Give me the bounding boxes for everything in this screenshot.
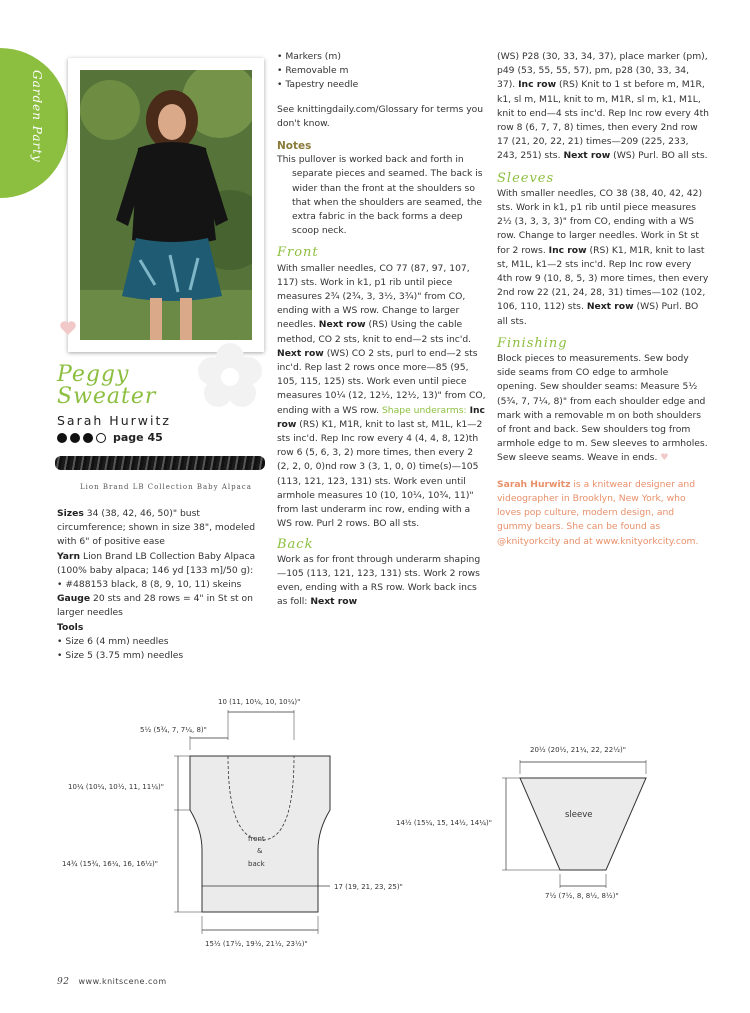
armhole-depth-label: 10¼ (10¼, 10½, 11, 11¼)" [68,783,164,791]
front-heading: Front [277,245,319,261]
site-url: www.knitscene.com [78,977,167,986]
difficulty-rating [57,431,163,444]
heart-icon [58,318,78,338]
page-reference: page 45 [113,431,163,444]
glossary-note: See knittingdaily.com/Glossary for terms you don't know. [277,103,484,129]
filled-dot-icon [70,433,80,443]
sleeve-schematic [520,778,646,870]
tool-item: • Size 5 (3.75 mm) needles [57,650,184,662]
designer-name: Sarah Hurwitz [57,413,171,428]
pattern-title: Peggy Sweater [57,362,157,409]
model-photo [68,58,264,352]
neck-width-label: 10 (11, 10¼, 10, 10¼)" [218,698,301,706]
shoulder-label: 5½ (5¾, 7, 7¼, 8)" [140,726,207,734]
flower-decoration [190,335,270,415]
tool-item: • Tapestry needle [277,79,359,91]
instructions-column-3 [497,50,709,549]
body-label-back: back [248,860,265,868]
instructions-column-2 [277,50,487,610]
designer-bio: Sarah Hurwitz is a knitwear designer and videographer in Brooklyn, New York, who loves pop culture, modern design, and gummy bears. She can be found as @knityorkcity and at www.knityorkcity.com. [497,478,699,547]
back-instructions-part2: (WS) P28 (30, 33, 34, 37), place marker (pm), p49 (53, 55, 55, 57), pm, p28 (30, 33, 34, 37). Inc row (RS) Knit to 1 st before m, M1R, k1, sl m, M1L, knit to m, M1R, sl m, k1, M1L, knit to end—4 sts inc'd. Rep Inc row every 4th row 8 (6, 7, 7, 8) times, then every 2nd row 17 (21, 20, 22, 21) times—209 (225, 233, 243, 251) sts. Next row (WS) Purl. BO all sts. [497,51,710,162]
sleeve-label: sleeve [565,810,593,820]
yarn-sample [55,456,265,470]
finishing-heading: Finishing [497,335,568,351]
sleeve-cuff-label: 7½ (7½, 8, 8½, 8½)" [545,892,619,900]
schematic-diagram [0,690,750,955]
tool-item: • Size 6 (4 mm) needles [57,635,169,647]
model-illustration [80,70,252,340]
hem-width-label: 17 (19, 21, 23, 25)" [334,883,403,891]
body-length-label: 14¾ (15¾, 16¼, 16, 16½)" [62,860,158,868]
sleeve-length-label: 14½ (15¼, 15, 14½, 14¼)" [396,819,492,827]
page-footer [57,977,167,987]
specs-column: Sizes 34 (38, 42, 46, 50)" bust circumference; shown in size 38", modeled with 6" of positive ease Yarn Lion Brand LB Collection Baby Alpaca (100% baby alpaca; 146 yd [133 m]/50 g): • #488153 black, 8 (8, 9, 10, 11) skeins Gauge 20 sts and 28 rows = 4" in St st on larger needles Tools • Size 6 (4 mm) needles • Size 5 (3.75 mm) needles [57,507,267,663]
notes-text: This pullover is worked back and forth in separate pieces and seamed. The back is wider than the front at the shoulders so that when the shoulders are seamed, the extra fabric in the back forms a deep scoop neck. [277,154,483,237]
tool-item: • Removable m [277,65,349,77]
back-instructions-part1: Work as for front through underarm shaping—105 (113, 121, 123, 131) sts. Work 2 rows even, ending with a RS row. Work back incs as foll: Next row [277,553,481,608]
sleeves-instructions: With smaller needles, CO 38 (38, 40, 42, 42) sts. Work in k1, p1 rib until piece measures 2½ (3, 3, 3, 3)" from CO, ending with a WS row. Change to larger needles. Work in St st for 2 rows. Inc row (RS) K1, M1R, knit to last st, M1L, k1—2 sts inc'd. Rep Inc row every 4th row 9 (10, 8, 5, 3) more times, then every 2nd row 22 (21, 24, 28, 31) times—102 (102, 106, 110, 112) sts. Next row (WS) Purl. BO all sts. [497,187,709,327]
yarn-caption: Lion Brand LB Collection Baby Alpaca [80,483,252,491]
finishing-instructions: Block pieces to measurements. Sew body side seams from CO edge to armhole opening. Sew shoulder seams: Measure 5½ (5¾, 7, 7¼, 8)" from each shoulder edge and mark with a removable m on both shoulders of front and back. Sew shoulders tog from armhole edge to m. Sew sleeves to armholes. Sew sleeve seams. Weave in ends. ♥ [497,353,708,464]
page-number: 92 [57,977,70,987]
back-heading: Back [277,536,314,552]
notes-heading: Notes [277,140,312,153]
filled-dot-icon [57,433,67,443]
tool-item: • Markers (m) [277,51,341,62]
heart-icon: ♥ [660,452,669,464]
body-label-amp: & [257,847,263,855]
bust-width-label: 15½ (17½, 19½, 21½, 23½)" [205,940,308,948]
section-tab-label: Garden Party [30,70,44,163]
body-schematic [190,756,330,912]
front-instructions: With smaller needles, CO 77 (87, 97, 107, 117) sts. Work in k1, p1 rib until piece measures 2¾ (2¾, 3, 3½, 3¾)" from CO, ending with a WS row. Change to larger needles. Next row (RS) Using the cable method, CO 2 sts, knit to end—2 sts inc'd. Next row (WS) CO 2 sts, purl to end—2 sts inc'd. Rep last 2 rows once more—85 (95, 105, 115, 125) sts. Work even until piece measures 10¼ (12, 12½, 12½, 13)" from CO, ending with a WS row. Shape underarms: Inc row (RS) K1, M1R, knit to last st, M1L, k1—2 sts inc'd. Rep Inc row every 4 (4, 4, 8, 12)th row 6 (5, 6, 3, 2) more times, then every 2 (2, 2, 0, 0)nd row 3 (3, 1, 0, 0) time(s)—105 (113, 121, 123, 131) sts. Work even until armhole measures 10 (10, 10¼, 10¾, 11)" from last underarm inc row, ending with a WS row. Purl 2 rows. BO all sts. [277,262,486,530]
body-label-front: front [248,835,265,843]
sleeves-heading: Sleeves [497,170,555,186]
sleeve-top-label: 20½ (20½, 21¼, 22, 22½)" [530,746,626,754]
empty-dot-icon [96,433,106,443]
filled-dot-icon [83,433,93,443]
